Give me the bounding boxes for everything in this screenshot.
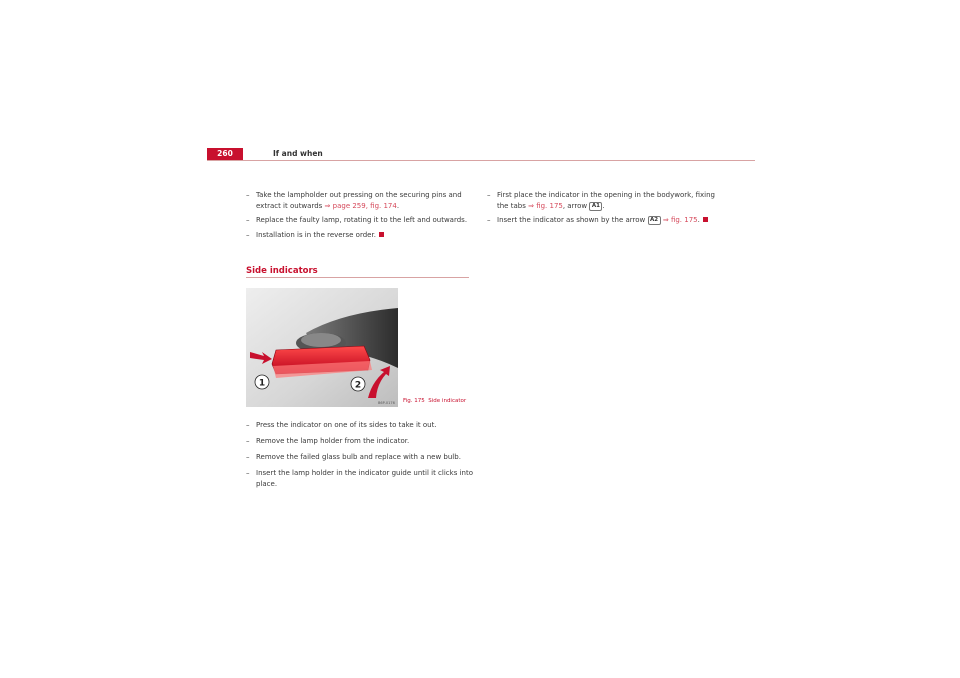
end-marker-icon	[703, 217, 708, 222]
figure-code: B6P-0176	[378, 401, 395, 405]
section-title: Side indicators	[246, 265, 469, 278]
list-item: – Remove the failed glass bulb and replace with a new bulb.	[246, 453, 461, 461]
list-item: – Insert the indicator as shown by the arrow A2 ⇒ fig. 175.	[487, 215, 727, 226]
list-item: – Remove the lamp holder from the indicator.	[246, 437, 410, 445]
figure-marker-1: 1	[258, 378, 266, 389]
side-indicator-figure	[246, 288, 398, 407]
list-item: – Press the indicator on one of its sides to take it out.	[246, 421, 437, 429]
page-reference-link[interactable]: ⇒ page 259, fig. 174	[324, 202, 397, 210]
callout-badge-a1: A1	[589, 202, 602, 211]
chapter-title: If and when	[273, 149, 323, 158]
page-header	[207, 148, 755, 161]
list-item: – Take the lampholder out pressing on the securing pins and extract it outwards ⇒ page 259, fig. 174.	[246, 191, 462, 210]
list-item: – Installation is in the reverse order.	[246, 230, 476, 241]
figure-caption: Fig. 175 Side indicator	[403, 398, 467, 404]
figure-marker-2: 2	[354, 380, 362, 391]
figure-reference-link[interactable]: ⇒ fig. 175	[662, 216, 698, 224]
list-item: – Replace the faulty lamp, rotating it to the left and outwards.	[246, 216, 468, 224]
page-number: 260	[207, 148, 243, 160]
list-item: – First place the indicator in the opening in the bodywork, fixing the tabs ⇒ fig. 175, arrow A1 .	[487, 191, 716, 210]
callout-badge-a2: A2	[648, 216, 661, 225]
end-marker-icon	[379, 232, 384, 237]
list-item: – Insert the lamp holder in the indicator guide until it clicks into place.	[246, 469, 473, 488]
figure-reference-link[interactable]: ⇒ fig. 175	[528, 202, 563, 210]
